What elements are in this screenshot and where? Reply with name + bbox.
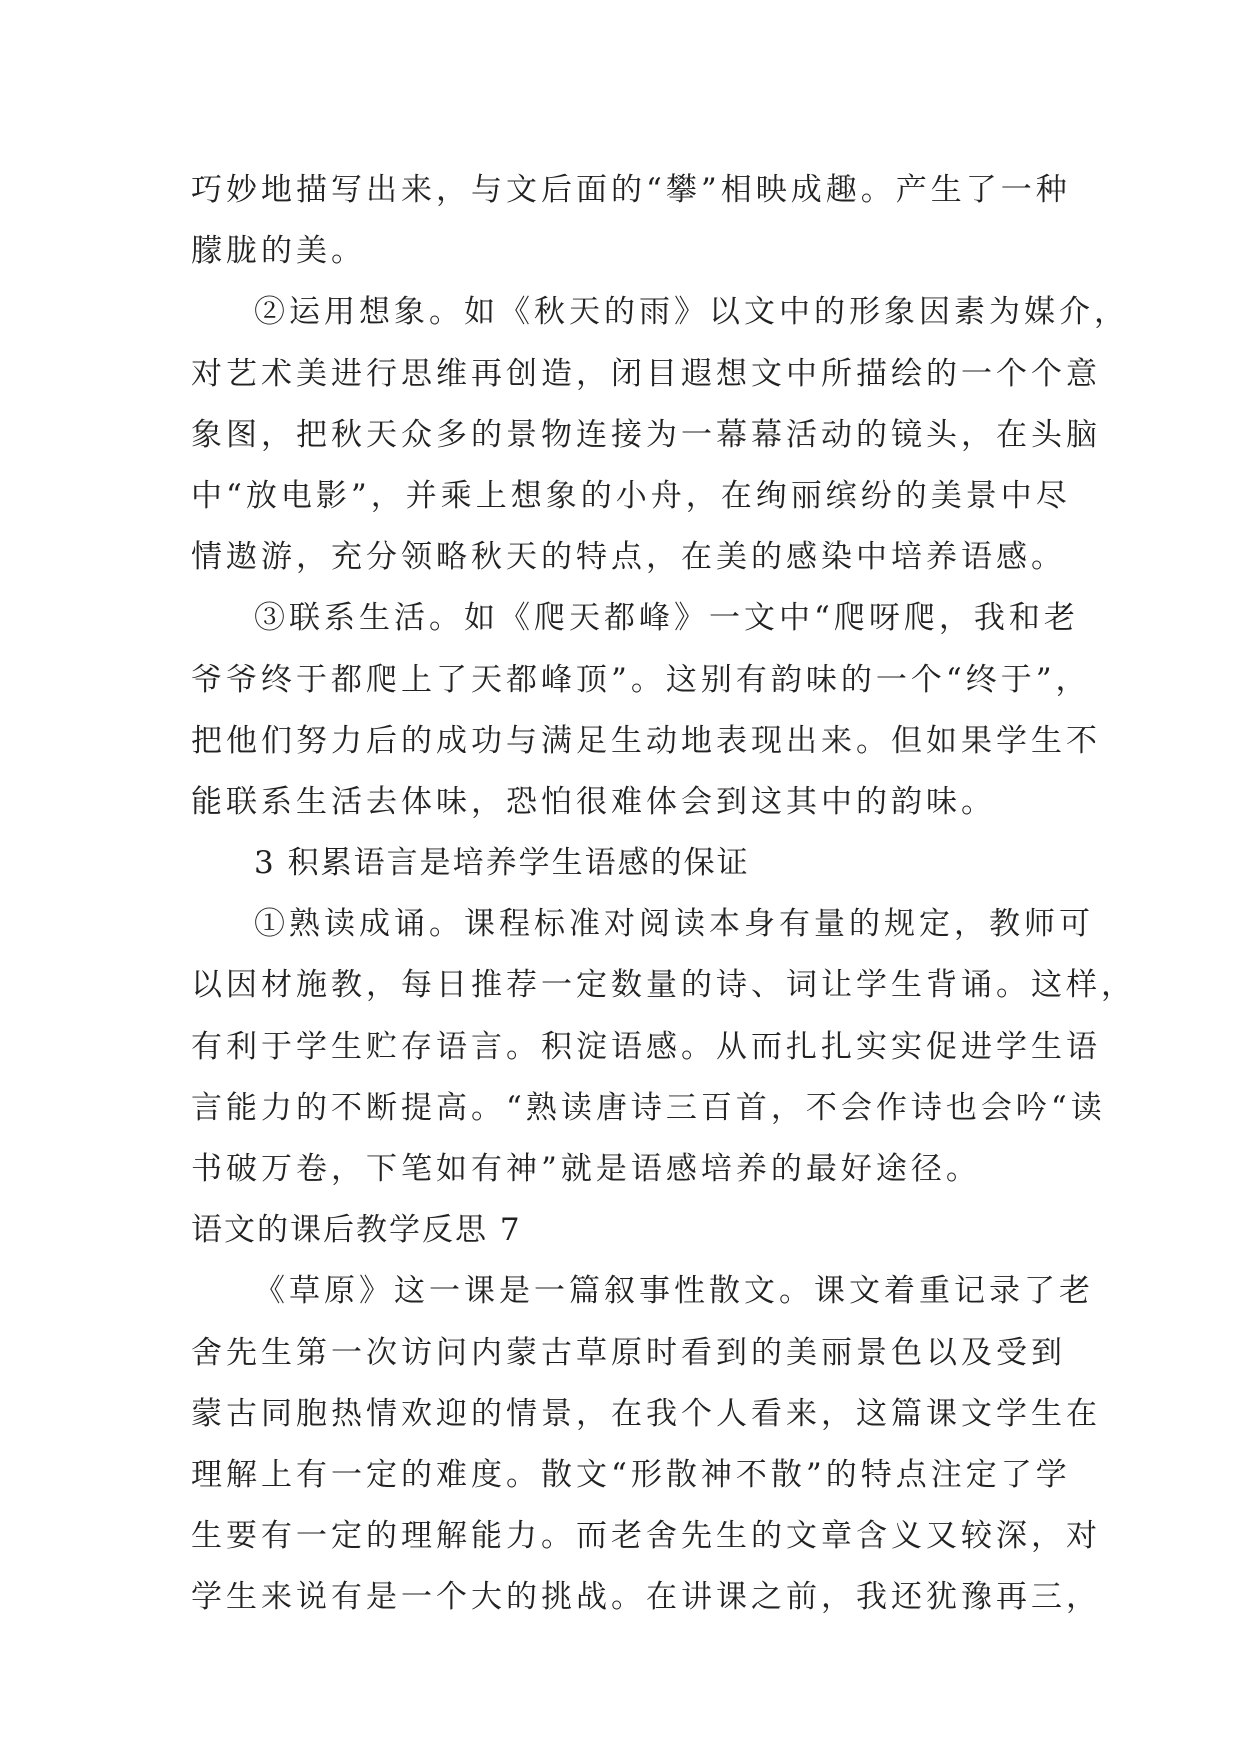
- text-line: 中“放电影”，并乘上想象的小舟，在绚丽缤纷的美景中尽: [191, 477, 1071, 514]
- text-line: 言能力的不断提高。“熟读唐诗三百首，不会作诗也会吟“读: [191, 1089, 1106, 1126]
- text-line: 爷爷终于都爬上了天都峰顶”。这别有韵味的一个“终于”，: [191, 661, 1091, 698]
- paragraph-start-line: ③联系生活。如《爬天都峰》一文中“爬呀爬，我和老: [254, 600, 1079, 637]
- text-line: 学生来说有是一个大的挑战。在讲课之前，我还犹豫再三，: [191, 1579, 1101, 1616]
- paragraph-start-line: ①熟读成诵。课程标准对阅读本身有量的规定，教师可: [254, 906, 1094, 943]
- paragraph-start-line: 《草原》这一课是一篇叙事性散文。课文着重记录了老: [254, 1273, 1094, 1310]
- text-line: 把他们努力后的成功与满足生动地表现出来。但如果学生不: [191, 722, 1101, 759]
- text-line: 蒙古同胞热情欢迎的情景，在我个人看来，这篇课文学生在: [191, 1395, 1101, 1432]
- text-line: 对艺术美进行思维再创造，闭目遐想文中所描绘的一个个意: [191, 355, 1101, 392]
- text-line: 朦胧的美。: [191, 233, 366, 270]
- document-body: [191, 160, 1136, 1629]
- text-line: 以因材施教，每日推荐一定数量的诗、词让学生背诵。这样，: [191, 967, 1136, 1004]
- text-line: 有利于学生贮存语言。积淀语感。从而扎扎实实促进学生语: [191, 1028, 1101, 1065]
- text-line: 情遨游，充分领略秋天的特点，在美的感染中培养语感。: [191, 539, 1066, 576]
- text-line: 生要有一定的理解能力。而老舍先生的文章含义又较深，对: [191, 1518, 1101, 1555]
- section-heading: 3 积累语言是培养学生语感的保证: [254, 845, 750, 882]
- text-line: 舍先生第一次访问内蒙古草原时看到的美丽景色以及受到: [191, 1334, 1066, 1371]
- text-line: 书破万卷，下笔如有神”就是语感培养的最好途径。: [191, 1151, 981, 1187]
- text-line: 理解上有一定的难度。散文“形散神不散”的特点注定了学: [191, 1456, 1071, 1493]
- text-line: 能联系生活去体味，恐怕很难体会到这其中的韵味。: [191, 783, 996, 820]
- text-line: 巧妙地描写出来，与文后面的“攀”相映成趣。产生了一种: [191, 172, 1071, 208]
- article-title: 语文的课后教学反思 7: [191, 1212, 522, 1249]
- text-line: 象图，把秋天众多的景物连接为一幕幕活动的镜头，在头脑: [191, 416, 1101, 453]
- paragraph-start-line: ②运用想象。如《秋天的雨》以文中的形象因素为媒介，: [254, 294, 1129, 331]
